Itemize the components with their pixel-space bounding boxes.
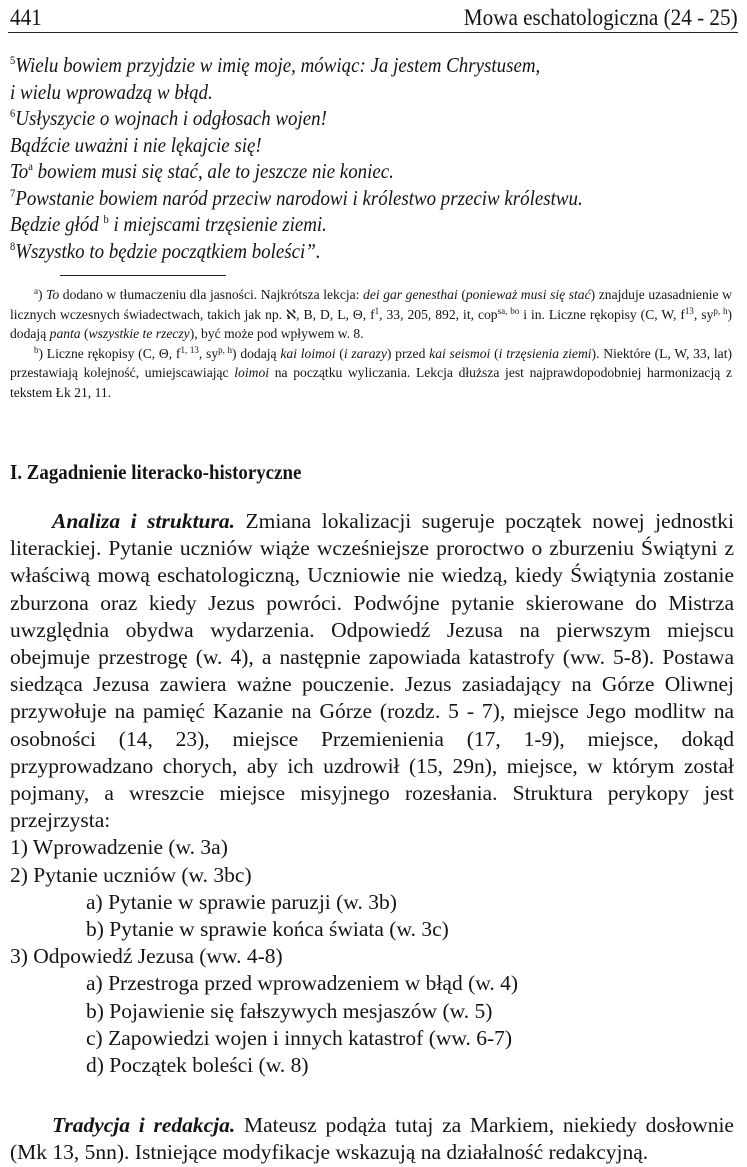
italic-text: ponieważ musi się stać [465,287,591,302]
analysis-paragraph [10,508,734,834]
verse-text: i wielu wprowadzą w błąd. [10,79,213,104]
footnote-text: ) Liczne rękopisy (C, Θ, f [38,345,181,361]
italic-text: panta [49,326,81,341]
superscript: 1, 13 [180,344,199,355]
footnote-text: dodano w tłumaczeniu dla jasności. Najkrótsza lekcja: [59,287,364,302]
footnote-text: ( [490,345,499,361]
structure-subitem: d) Początek boleści (w. 8) [86,1053,309,1078]
structure-subitem: b) Pojawienie się fałszywych mesjaszów (w. 5) [86,998,493,1023]
paragraph-lead: Tradycja i redakcja. [52,1113,236,1138]
footnote-ref-b[interactable]: b [103,212,109,226]
running-title: Mowa eschatologiczna (24 - 25) [464,5,738,30]
footnote-text: ) [38,287,47,302]
italic-text: dei gar genesthai [363,287,458,302]
verse-number: 8 [10,238,16,253]
structure-subitem: a) Przestroga przed wprowadzeniem w błąd (w. 4) [86,971,519,996]
footnote-text: ) znajduje uzasadnienie w licznych wczesnych świadectwach, takich jak np. ℵ, B, D, L, Θ, f [10,287,732,322]
verse-text: bowiem musi się stać, ale to jeszcze nie koniec. [32,159,394,183]
verse-line [10,105,644,132]
footnote-b [10,344,732,403]
verse-text: i miejscami trzęsienie ziemi. [108,212,327,236]
verse-line [10,79,644,106]
footnote-text: , sy [198,345,219,361]
footnote-text: ) dodają [10,306,733,341]
verse-number: 6 [10,106,16,120]
italic-text: To [46,287,60,302]
superscript: 13 [684,305,694,316]
structure-item: 1) Wprowadzenie (w. 3a) [10,835,228,860]
footnote-text: ) przed [386,345,430,361]
superscript: 1 [374,305,380,316]
superscript: p, h [713,305,728,316]
footnote-ref-a[interactable]: a [28,159,33,173]
verse-line [10,52,644,79]
verse-text: Usłyszycie o wojnach i odgłosach wojen! [15,106,327,130]
verse-text: Bądźcie uważni i nie lękajcie się! [10,132,262,157]
footnote-text: ( [80,326,89,341]
paragraph-text: Mateusz podąża tutaj za Markiem, niekiedy dosłownie (Mk 13, 5nn). Istniejące modyfikacje wskazują na działalność redakcyjną. [10,1113,734,1165]
section-heading: I. Zagadnienie literacko-historyczne [10,460,302,484]
footnote-a [10,285,732,344]
page-header [8,4,738,33]
verse-number: 7 [10,185,16,200]
structure-item: 2) Pytanie uczniów (w. 3bc) [10,862,252,887]
verse-text: Wszystko to będzie początkiem boleści”. [15,238,321,263]
structure-subitem: c) Zapowiedzi wojen i innych katastrof (ww. 6-7) [86,1025,513,1050]
verse-line [10,211,644,238]
footnote-text: , 33, 205, 892, it, cop [379,306,498,322]
footnote-text: na początku wyliczania. Lekcja dłuższa jest najprawdopodobniej harmonizacją z tekstem Łk 21, 11. [10,365,732,400]
structure-list [10,834,734,1079]
structure-subitem: a) Pytanie w sprawie paruzji (w. 3b) [86,889,397,914]
italic-text: kai loimoi [280,345,336,361]
verse-line [10,132,644,159]
verse-number: 5 [10,53,16,67]
verse-text: To [10,159,29,183]
footnote-marker: b [34,344,39,355]
verse-text: Powstanie bowiem naród przeciw narodowi i królestwo przeciw królestwu. [15,185,583,210]
italic-text: loimoi [234,365,270,380]
body-text [10,508,734,1167]
footnote-text: ), być może pod wpływem w. 8. [189,326,364,341]
verse-text: Wielu bowiem przyjdzie w imię moje, mówiąc: Ja jestem Chrystusem, [15,53,541,77]
verse-line [10,185,644,212]
scripture-verses [10,52,730,264]
footnote-text: ( [335,345,344,361]
footnote-text: ( [457,287,466,302]
paragraph-lead: Analiza i struktura. [52,509,235,533]
footnote-text: ). Niektóre (L, W, 33, lat) przestawiają kolejność, umiejscawiając [10,345,733,380]
superscript: p, h [218,344,233,355]
italic-text: wszystkie te rzeczy [88,326,190,341]
structure-item: 3) Odpowiedź Jezusa (ww. 4-8) [10,944,283,969]
footnote-text: i in. Liczne rękopisy (C, W, f [519,306,685,322]
page-number: 441 [10,5,42,30]
footnote-text: ) dodają [232,345,281,361]
footnotes [10,285,732,402]
verse-line [10,158,644,185]
verse-text: Będzie głód [10,212,104,236]
tradition-paragraph [10,1112,734,1166]
italic-text: i trzęsienia ziemi [498,345,592,361]
paragraph-text: Zmiana lokalizacji sugeruje początek nowej jednostki literackiej. Pytanie uczniów wiąże wcześniejsze proroctwo o zburzeniu Świątyni z właściwą mową eschatologiczną, Uczniowie nie wiedzą, kiedy Świątynia zostanie zburzona oraz kiedy Jezus powróci. Podwójne pytanie skierowane do Mistrza uwzględnia obydwa wydarzenia. Odpowiedź Jezusa na pierwszym miejscu obejmuje przestrogę (w. 4), a następnie zapowiada katastrofy (ww. 5-8). Postawa siedząca Jezusa zawiera ważne pouczenie. Jezus zasiadający na Górze Oliwnej przywołuje na pamięć Kazanie na Górze (rozdz. 5 - 7), miejsce Jego modlitw na osobności (14, 23), miejsce Przemienienia (17, 1-9), miejsce, dokąd przyprowadzano chorych, aby ich uzdrowił (15, 29n), miejsce, w którym został pojmany, a wreszcie miejsce misyjnego rozesłania. Struktura perykopy jest przejrzysta: [10,509,735,833]
verse-line [10,238,644,265]
italic-text: i zarazy [343,345,387,361]
footnote-text: , sy [693,306,714,322]
footnote-marker: a [34,286,38,296]
spacer [10,1079,734,1112]
superscript: sa, bo [497,305,520,316]
footnote-separator [60,275,226,276]
italic-text: kai seismoi [429,345,491,361]
structure-subitem: b) Pytanie w sprawie końca świata (w. 3c) [86,917,449,942]
